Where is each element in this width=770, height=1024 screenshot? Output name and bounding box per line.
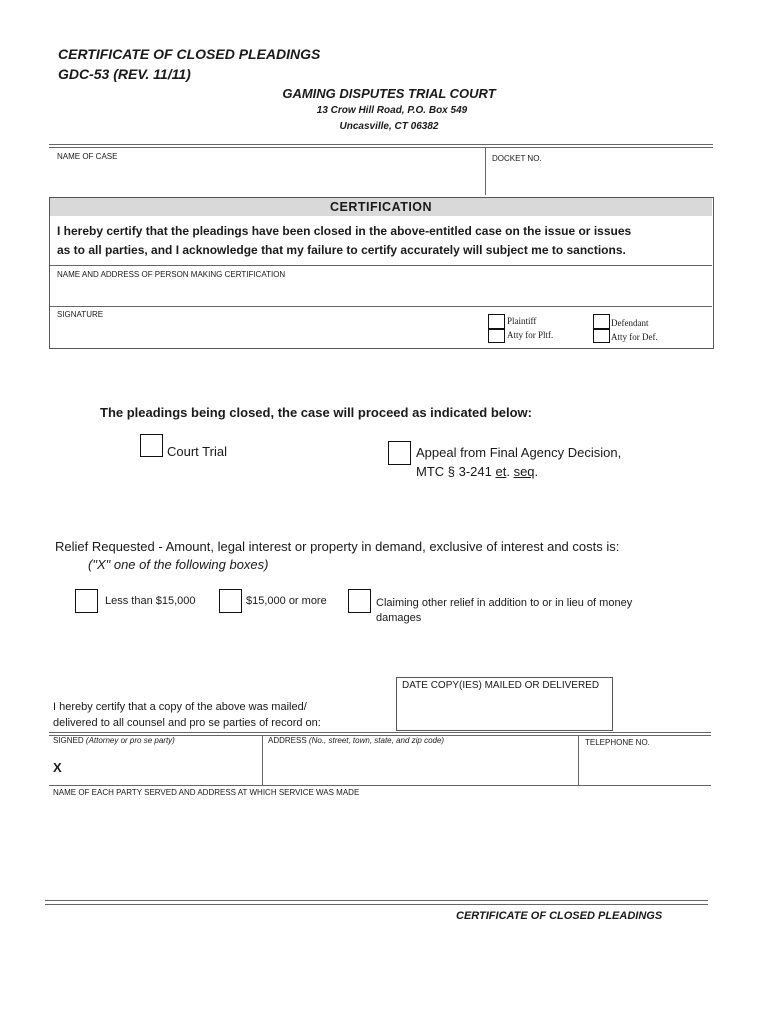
footer-title: CERTIFICATE OF CLOSED PLEADINGS (456, 910, 663, 922)
signed-label (53, 736, 175, 745)
appeal-dot1: . (506, 464, 514, 479)
court-address-line2-text: Uncasville, CT 06382 (339, 121, 439, 132)
signature-field[interactable] (57, 322, 477, 344)
name-of-case-field[interactable] (58, 164, 478, 194)
court-name-text: GAMING DISPUTES TRIAL COURT (282, 86, 496, 101)
court-address-line1 (0, 105, 770, 116)
address-label (268, 736, 444, 745)
appeal-label-line1: Appeal from Final Agency Decision, (416, 445, 622, 460)
name-address-label: NAME AND ADDRESS OF PERSON MAKING CERTIFICATION (57, 270, 286, 279)
divider-top-2 (49, 147, 713, 148)
divider-top-1 (49, 144, 713, 145)
other-relief-label-line1: Claiming other relief in addition to or in lieu of money (376, 597, 633, 609)
telephone-field[interactable] (585, 752, 705, 782)
signed-hint: (Attorney or pro se party) (85, 736, 175, 745)
address-label-text: ADDRESS (268, 736, 307, 745)
other-relief-label-line2: damages (376, 612, 422, 624)
less-than-15000-label: Less than $15,000 (105, 595, 196, 607)
relief-heading: Relief Requested - Amount, legal interest or property in demand, exclusive of interest and costs is: (55, 539, 620, 554)
docket-divider (485, 147, 486, 195)
defendant-label: Defendant (611, 318, 649, 328)
court-trial-checkbox[interactable] (140, 434, 163, 457)
plaintiff-checkbox[interactable] (488, 314, 505, 329)
service-certify-line2: delivered to all counsel and pro se parties of record on: (53, 717, 321, 729)
less-than-15000-checkbox[interactable] (75, 589, 98, 613)
signature-x-mark: X (53, 760, 62, 775)
certification-heading: CERTIFICATION (50, 198, 712, 216)
signed-divider (262, 735, 263, 785)
signed-field[interactable] (70, 752, 255, 782)
telephone-label: TELEPHONE NO. (585, 738, 650, 747)
atty-defendant-checkbox[interactable] (593, 329, 610, 343)
plaintiff-label: Plaintiff (507, 316, 537, 326)
signature-label: SIGNATURE (57, 310, 104, 319)
service-certify-line1: I hereby certify that a copy of the above was mailed/ (53, 701, 307, 713)
certification-statement-line1: I hereby certify that the pleadings have been closed in the above-entitled case on the issue or issues (57, 224, 632, 238)
court-name (0, 86, 770, 101)
name-of-case-label: NAME OF CASE (57, 152, 118, 161)
cert-divider-2 (50, 306, 712, 307)
certification-statement (57, 222, 707, 260)
atty-defendant-label: Atty for Def. (611, 332, 658, 342)
docket-no-label: DOCKET NO. (492, 154, 542, 163)
relief-instruction: ("X" one of the following boxes) (88, 557, 269, 572)
appeal-statute: MTC § 3-241 (416, 464, 496, 479)
atty-plaintiff-checkbox[interactable] (488, 329, 505, 343)
appeal-checkbox[interactable] (388, 441, 411, 465)
address-field[interactable] (268, 752, 573, 782)
service-divider-1 (49, 732, 711, 733)
parties-served-label: NAME OF EACH PARTY SERVED AND ADDRESS AT WHICH SERVICE WAS MADE (53, 788, 360, 797)
appeal-et: et (495, 464, 507, 479)
15000-or-more-checkbox[interactable] (219, 589, 242, 613)
certification-statement-line2: as to all parties, and I acknowledge that my failure to certify accurately will subject me to sanctions. (57, 243, 626, 257)
footer-divider-2 (45, 904, 708, 905)
appeal-dot2: . (534, 464, 539, 479)
signed-label-text: SIGNED (53, 736, 84, 745)
date-mailed-label: DATE COPY(IES) MAILED OR DELIVERED (402, 680, 600, 691)
appeal-label-line2 (416, 464, 538, 479)
address-divider (578, 735, 579, 785)
atty-plaintiff-label: Atty for Pltf. (507, 330, 554, 340)
15000-or-more-label: $15,000 or more (246, 595, 327, 607)
court-trial-label: Court Trial (167, 444, 227, 459)
form-title: CERTIFICATE OF CLOSED PLEADINGS (58, 46, 321, 62)
court-address-line1-text: 13 Crow Hill Road, P.O. Box 549 (316, 105, 468, 116)
cert-divider-1 (50, 265, 712, 266)
parties-served-field[interactable] (53, 800, 708, 895)
defendant-checkbox[interactable] (593, 314, 610, 329)
docket-no-field[interactable] (492, 166, 702, 194)
court-address-line2 (0, 121, 770, 132)
footer-divider-1 (45, 900, 708, 901)
appeal-seq: seq (513, 464, 535, 479)
proceed-heading: The pleadings being closed, the case will proceed as indicated below: (100, 405, 532, 420)
other-relief-checkbox[interactable] (348, 589, 371, 613)
name-address-field[interactable] (57, 282, 697, 304)
form-number: GDC-53 (REV. 11/11) (58, 66, 191, 82)
service-divider-3 (49, 785, 711, 786)
address-hint: (No., street, town, state, and zip code) (308, 736, 445, 745)
